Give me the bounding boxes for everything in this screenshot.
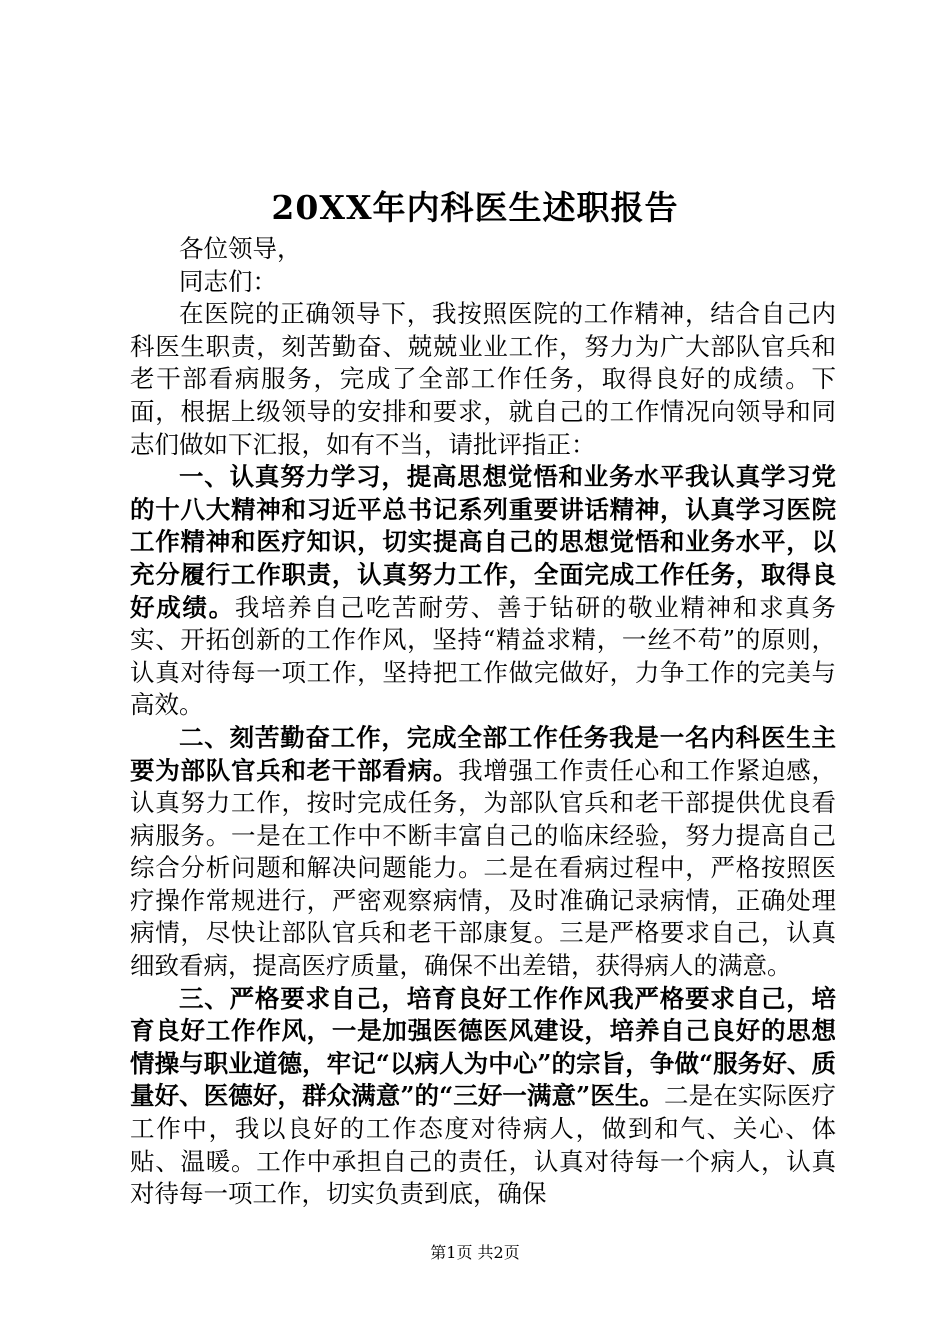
section-3-text: 二是在实际医疗工作中，我以良好的工作态度对待病人，做到和气、关心、体贴、温暖。工作中承担自己的责任，认真对待每一个病人，认真对待每一项工作，切实负责到底，确保: [130, 1081, 837, 1209]
section-3-heading: 三、严格要求自己，培育良好工作作风我严格要求自己，培育良好工作作风，一是加强医德医风建设，培养自己良好的思想情操与职业道德，牢记“以病人为中心”的宗旨，争做“服务好、质量好、医德好，群众满意”的“三好一满意”医生。: [130, 983, 836, 1111]
salutation-line: 同志们：: [179, 266, 277, 296]
section-1-text: 我培养自己吃苦耐劳、善于钻研的敬业精神和求真务实、开拓创新的工作作风，坚持“精益求精，一丝不苟”的原则，认真对待每一项工作，坚持把工作做完做好，力争工作的完美与高效。: [130, 592, 837, 720]
page-footer: 第1页 共2页: [430, 1243, 520, 1262]
section-2-text: 我增强工作责任心和工作紧迫感，认真努力工作，按时完成任务，为部队官兵和老干部提供优良看病服务。一是在工作中不断丰富自己的临床经验，努力提高自己综合分析问题和解决问题能力。二是在看病过程中，严格按照医疗操作常规进行，严密观察病情，及时准确记录病情，正确处理病情，尽快让部队官兵和老干部康复。三是严格要求自己，认真细致看病，提高医疗质量，确保不出差错，获得病人的满意。: [130, 755, 837, 981]
document-title: 20XX年内科医生述职报告: [271, 188, 679, 227]
section-1-paragraph: [130, 461, 836, 722]
section-1-heading: 一、认真努力学习，提高思想觉悟和业务水平我认真学习党的十八大精神和习近平总书记系列重要讲话精神，认真学习医院工作精神和医疗知识，切实提高自己的思想觉悟和业务水平，以充分履行工作职责，认真努力工作，全面完成工作任务，取得良好成绩。: [130, 462, 836, 622]
section-2-paragraph: [130, 722, 836, 983]
section-3-paragraph: [130, 983, 836, 1211]
intro-paragraph: 在医院的正确领导下，我按照医院的工作精神，结合自己内科医生职责，刻苦勤奋、兢兢业业工作，努力为广大部队官兵和老干部看病服务，完成了全部工作任务，取得良好的成绩。下面，根据上级领导的安排和要求，就自己的工作情况向领导和同志们做如下汇报，如有不当，请批评指正：: [130, 299, 836, 459]
section-2-heading: 二、刻苦勤奋工作，完成全部工作任务我是一名内科医生主要为部队官兵和老干部看病。: [130, 722, 836, 785]
salutation-line: 各位领导，: [179, 234, 302, 263]
document-body: [130, 233, 836, 1211]
